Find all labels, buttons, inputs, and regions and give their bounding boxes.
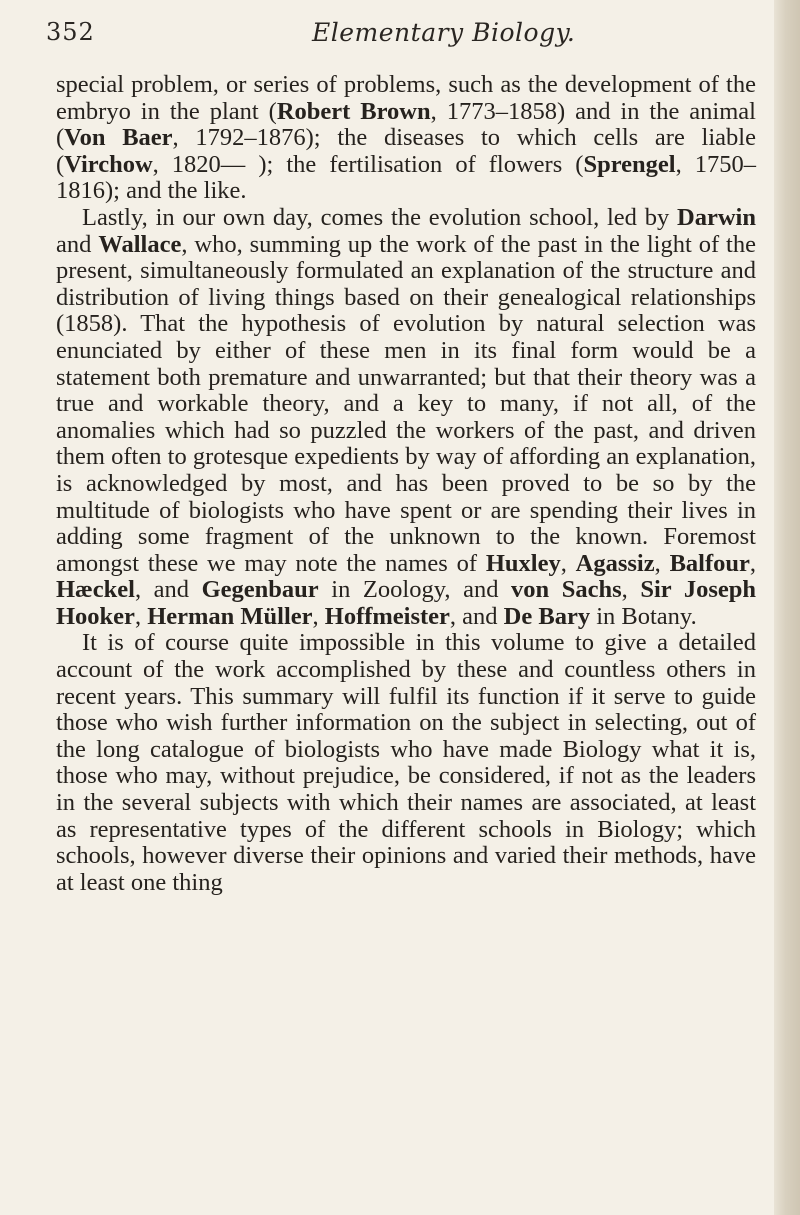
running-title: Elementary Biology.: [312, 18, 576, 47]
text-run: , 1820— ); the fertilisation of flowers (: [152, 150, 584, 178]
paragraph-2: [56, 205, 756, 631]
name-emphasis: Hoffmeister: [324, 602, 450, 630]
text-run: ,: [560, 549, 576, 577]
paragraph-3: [56, 630, 756, 896]
text-run: in Botany.: [590, 602, 697, 630]
text-run: in Zoology, and: [318, 576, 512, 604]
page-gutter-shadow: [774, 0, 800, 1215]
text-run: , 1792–1876); the diseases to which cells are liable (: [56, 124, 756, 178]
name-emphasis: von Sachs: [511, 576, 622, 604]
name-emphasis: Virchow: [64, 150, 153, 178]
name-emphasis: De Bary: [503, 602, 591, 630]
name-emphasis: Wallace: [98, 230, 182, 258]
text-run: ,: [749, 549, 756, 577]
text-run: , 1750–1816); and the like.: [56, 150, 756, 205]
paragraph-1: [56, 72, 756, 205]
body-text: [56, 72, 756, 896]
name-emphasis: Balfour: [669, 549, 750, 577]
text-run: Lastly, in our own day, comes the evolution school, led by: [82, 203, 678, 231]
name-emphasis: Huxley: [485, 549, 561, 577]
name-emphasis: Sprengel: [583, 150, 676, 178]
page-header: [46, 12, 746, 56]
text-run: ,: [312, 602, 325, 630]
page-number: 352: [46, 18, 95, 46]
name-emphasis: Darwin: [677, 203, 756, 231]
name-emphasis: Hæckel: [56, 576, 135, 604]
text-run: It is of course quite impossible in this volume to give a detailed account of the work accomplished by these and countless others in recent years. This summary will fulfil its function if it serve to guide those who wish further information on the subject in selecting, out of the long catalogue of biologists who have made Biology what it is, those who may, without prejudice, be considered, if not as the leaders in the several subjects with which their names are associated, at least as representative types of the different schools in Biology; which schools, however diverse their opinions and varied their methods, have at least one thing: [56, 629, 756, 896]
text-run: special problem, or series of problems, such as the development of the embryo in the plant (: [56, 71, 756, 125]
text-run: , 1773–1858) and in the animal (: [56, 97, 756, 152]
text-run: , and: [449, 602, 504, 630]
name-emphasis: Sir Joseph Hooker: [56, 576, 756, 630]
text-run: , who, summing up the work of the past in the light of the present, simultaneously formulated an explanation of the structure and distribution of living things based on their genealogical relationships (1858). That the hypothesis of evolution by natural selection was enunciated by either of these men in its final form would be a statement both premature and unwarranted; but that their theory was a true and workable theory, and a key to many, if not all, of the anomalies which had so puzzled the workers of the past, and driven them often to grotesque expedients by way of affording an explanation, is acknowledged by most, and has been proved to be so by the multitude of biologists who have spent or are spending their lives in adding some fragment of the unknown to the known. Foremost amongst these we may note the names of: [56, 230, 756, 577]
text-run: ,: [621, 576, 641, 604]
name-emphasis: Gegenbaur: [201, 576, 319, 604]
text-run: , and: [134, 576, 202, 604]
text-run: and: [56, 230, 99, 258]
name-emphasis: Herman Müller: [147, 602, 313, 630]
text-run: ,: [134, 602, 148, 630]
name-emphasis: Von Baer: [64, 124, 173, 152]
name-emphasis: Agassiz: [575, 549, 655, 577]
name-emphasis: Robert Brown: [276, 97, 431, 125]
text-run: ,: [654, 549, 670, 577]
